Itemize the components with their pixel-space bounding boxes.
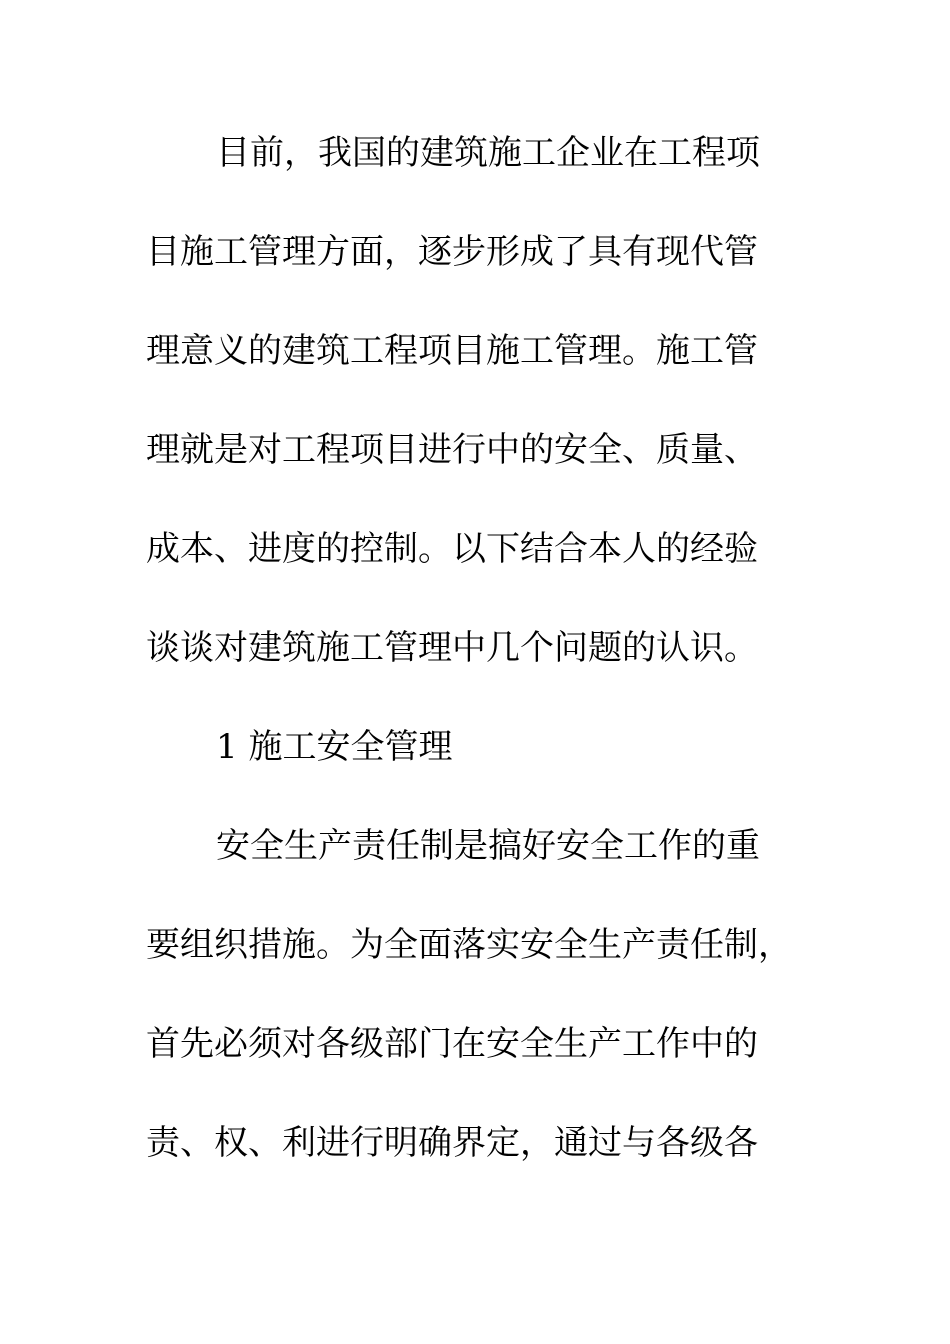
paragraph-2-line-2: 要组织措施。为全面落实安全生产责任制， [146,925,792,965]
paragraph-1-line-4: 理就是对工程项目进行中的安全、质量、 [146,430,758,470]
paragraph-2-line-4: 责、权、利进行明确界定，通过与各级各 [146,1123,758,1163]
paragraph-1-line-1: 目前，我国的建筑施工企业在工程项 [216,133,760,173]
paragraph-2-line-1: 安全生产责任制是搞好安全工作的重 [216,826,760,866]
paragraph-2-line-3: 首先必须对各级部门在安全生产工作中的 [146,1024,758,1064]
paragraph-1-line-6: 谈谈对建筑施工管理中几个问题的认识。 [146,628,758,668]
paragraph-1-line-2: 目施工管理方面，逐步形成了具有现代管 [146,232,758,272]
paragraph-1-line-5: 成本、进度的控制。以下结合本人的经验 [146,529,758,569]
paragraph-1-line-3: 理意义的建筑工程项目施工管理。施工管 [146,331,758,371]
section-heading: 1 施工安全管理 [216,727,453,767]
